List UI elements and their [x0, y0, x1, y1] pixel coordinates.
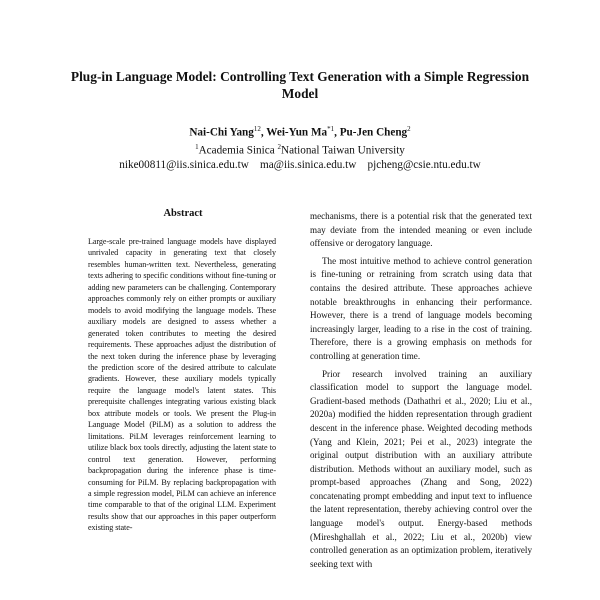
affiliation: National Taiwan University — [280, 144, 405, 157]
affiliations — [60, 140, 540, 158]
paragraph: mechanisms, there is a potential risk that the generated text may deviate from the intended meaning or even include offensive or derogatory language. — [310, 211, 532, 249]
author-affil-sup: *1 — [327, 125, 335, 133]
paper-title: Plug-in Language Model: Controlling Text Generation with a Simple Regression Model — [70, 69, 530, 101]
author-emails: nike00811@iis.sinica.edu.tw ma@iis.sinica.edu.tw pjcheng@csie.ntu.edu.tw — [119, 159, 481, 172]
author-affil-sup: 12 — [253, 125, 261, 133]
author-name: Pu-Jen Cheng — [339, 126, 408, 139]
author-block — [60, 122, 540, 173]
abstract-heading: Abstract — [163, 208, 203, 219]
abstract-text: Large-scale pre-trained language models have displayed unrivaled capacity in generating text that closely resembles human-written text. Nevertheless, generating texts adhering to specific conditions without fine-tuning or adding new parameters can be challenging. Contemporary approaches commonly rely on either prompts or auxiliary models to avoid modifying the language models. These auxiliary models are designed to assess whether a generated token contributes to meeting the desired requirements. These approaches adjust the distribution of the next token during the inference phase by leveraging the prediction score of the desired attribute to calculate gradients. However, these auxiliary models typically require the language model's latent states. This prerequisite challenges integrating various existing black box attribute models or tools. We present the Plug-in Language Model (PiLM) as a solution to address the limitations. PiLM leverages reinforcement learning to utilize black box tools directly, adjusting the latent state to control text generation. However, performing backpropagation during the inference phase is time-consuming for PiLM. By replacing backpropagation with a simple regression model, PiLM can achieve an inference time comparable to that of the original LLM. Experiment results show that our approaches in this paper outperform existing state- — [88, 237, 276, 533]
paragraph: Prior research involved training an auxiliary classification model to support the language model. Gradient-based methods (Dathathri et al., 2020; Liu et al., 2020a) modified the hidden representation through gradient descent in the inference phase. Weighted decoding methods (Yang and Klein, 2021; Pei et al., 2023) integrate the original output distribution with an auxiliary attribute distribution. Methods without an auxiliary model, such as prompt-based approaches (Zhang and Song, 2022) concatenating prompt embedding and input text to influence the latent representation, thereby achieving control over the language model's output. Energy-based methods (Mireshghallah et al., 2022; Liu et al., 2020b) view controlled generation as an optimization problem, iteratively seeking text with — [310, 368, 532, 569]
author-names: Nai-Chi Yang$^{12}$, Wei-Yun Ma$^{*1}$, Pu-Jen Cheng$^2$ — [189, 125, 411, 139]
affiliation: Academia Sinica — [198, 144, 275, 157]
affiliation-sup: 2 — [277, 143, 281, 152]
author-name: Nai-Chi Yang — [189, 126, 254, 139]
paragraph: The most intuitive method to achieve control generation is fine-tuning or retraining from scratch using data that contains the desired attribute. These approaches achieve notable breakthroughs in enhancing their performance. However, there is a trend of language models becoming increasingly larger, leading to a rise in the cost of training. Therefore, there is a growing emphasis on methods for controlling at generation time. — [310, 255, 532, 361]
author-affil-sup: 2 — [407, 125, 411, 133]
introduction-column — [310, 210, 532, 571]
affiliation-sup: 1 — [195, 143, 199, 152]
author-name: Wei-Yun Ma — [266, 126, 328, 139]
